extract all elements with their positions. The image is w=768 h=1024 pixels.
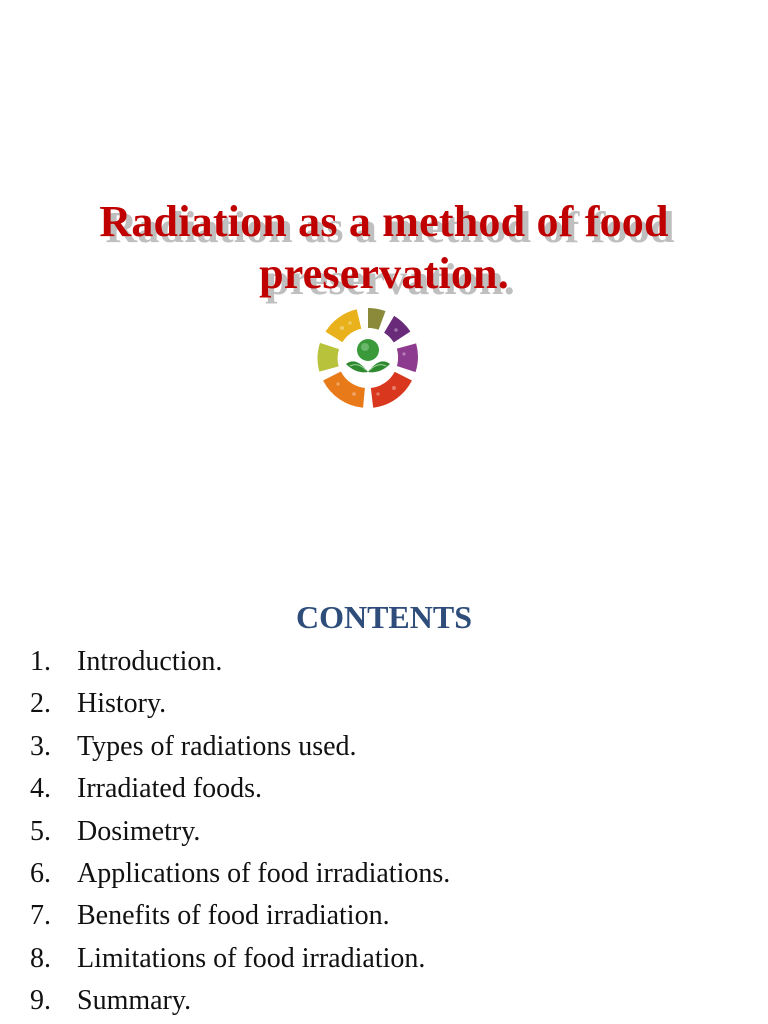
list-item (30, 726, 450, 768)
list-item-number: 9. (30, 985, 51, 1017)
list-item-text: Benefits of food irradiation. (77, 900, 390, 932)
list-item-number: 8. (30, 942, 51, 974)
list-item-number: 3. (30, 730, 51, 762)
list-item-text: Dosimetry. (77, 815, 201, 847)
list-item-text: History. (77, 688, 167, 720)
slide-title: Radiation as a method of food preservation. (99, 197, 669, 298)
list-item (30, 895, 450, 937)
list-item-text: Types of radiations used. (77, 730, 357, 762)
list-item (30, 980, 450, 1022)
radura-logo-graphic (316, 306, 420, 410)
contents-heading: CONTENTS (295, 599, 473, 635)
list-item-text: Summary. (77, 985, 192, 1017)
list-item-number: 4. (30, 773, 51, 805)
list-item-text: Introduction. (77, 646, 223, 677)
list-item (30, 811, 450, 853)
list-item (30, 853, 450, 895)
list-item (30, 938, 450, 980)
list-item (30, 683, 450, 725)
list-item (30, 641, 450, 683)
list-item-number: 6. (30, 857, 51, 889)
list-item-number: 2. (30, 688, 51, 720)
list-item-number: 7. (30, 900, 51, 932)
list-item-number: 1. (30, 646, 51, 677)
radura-irradiation-icon (316, 306, 420, 410)
list-item (30, 768, 450, 810)
list-item-text: Applications of food irradiations. (77, 857, 451, 889)
title-block (0, 196, 768, 300)
list-item-text: Limitations of food irradiation. (77, 942, 426, 974)
list-item-text: Irradiated foods. (77, 773, 263, 805)
list-item-number: 5. (30, 815, 51, 847)
contents-list (30, 641, 450, 1023)
